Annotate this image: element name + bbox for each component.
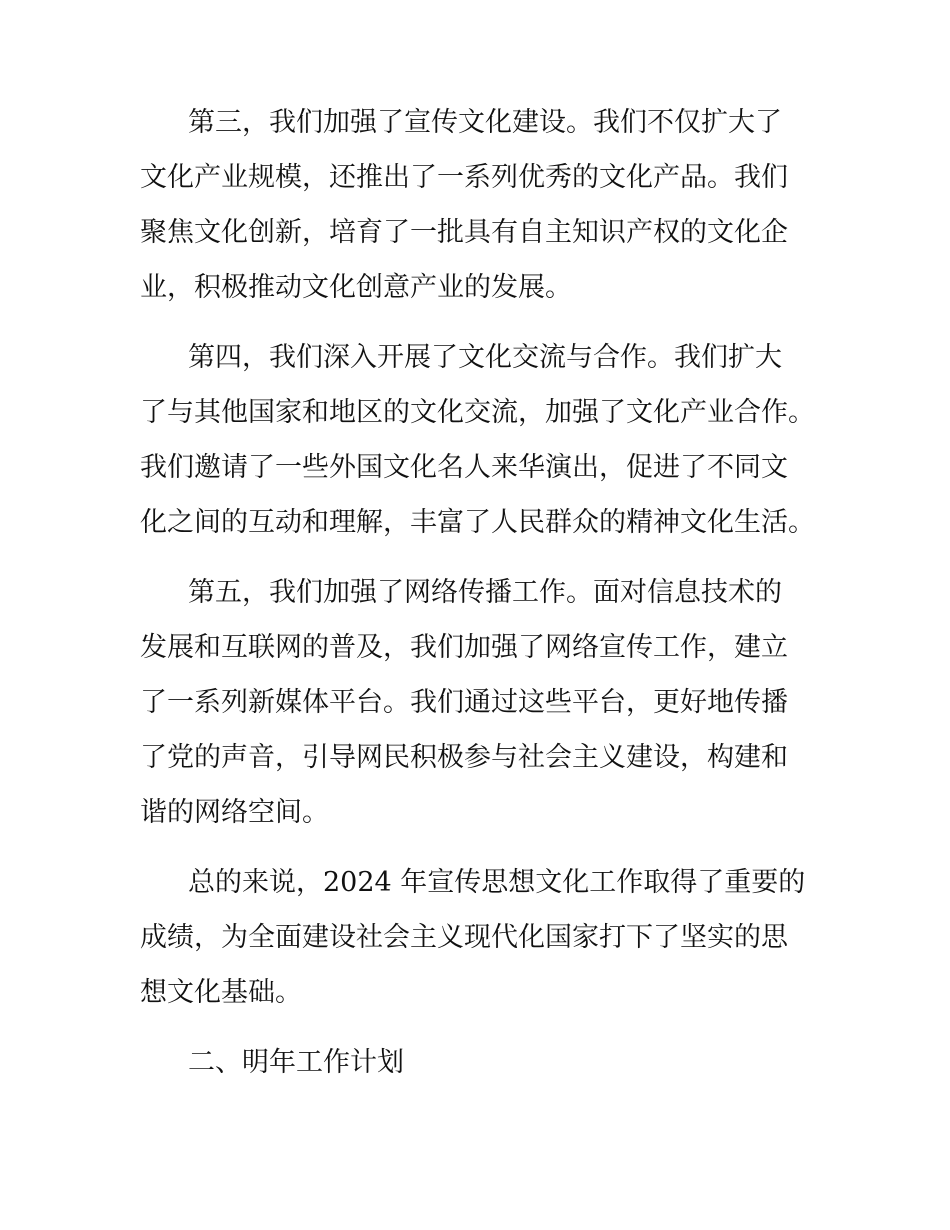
text-line: 了与其他国家和地区的文化交流，加强了文化产业合作。: [140, 397, 815, 428]
text-line: 第三，我们加强了宣传文化建设。我们不仅扩大了: [188, 107, 782, 138]
text-line: 聚焦文化创新，培育了一批具有自主知识产权的文化企: [140, 217, 788, 248]
text-line: 文化产业规模，还推出了一系列优秀的文化产品。我们: [140, 162, 788, 193]
document-body: [140, 95, 830, 1105]
text-line: 成绩，为全面建设社会主义现代化国家打下了坚实的思: [140, 922, 788, 953]
section-heading-text: 二、明年工作计划: [188, 1047, 404, 1078]
text-line: 谐的网络空间。: [140, 797, 329, 828]
text-line: 我们邀请了一些外国文化名人来华演出，促进了不同文: [140, 452, 788, 483]
text-line: 业，积极推动文化创意产业的发展。: [140, 272, 572, 303]
text-line: 了一系列新媒体平台。我们通过这些平台，更好地传播: [140, 687, 788, 718]
text-line: 了党的声音，引导网民积极参与社会主义建设，构建和: [140, 742, 788, 773]
paragraph-culture-construction: [140, 95, 830, 315]
text-line: 第四，我们深入开展了文化交流与合作。我们扩大: [188, 342, 782, 373]
text-line: 第五，我们加强了网络传播工作。面对信息技术的: [188, 577, 782, 608]
section-heading: [140, 1035, 830, 1090]
paragraph-cultural-exchange: [140, 330, 830, 550]
paragraph-network-communication: [140, 565, 830, 840]
text-line: 想文化基础。: [140, 977, 302, 1008]
text-line: 发展和互联网的普及，我们加强了网络宣传工作，建立: [140, 632, 788, 663]
paragraph-summary: [140, 855, 830, 1020]
text-line: 化之间的互动和理解，丰富了人民群众的精神文化生活。: [140, 507, 815, 538]
text-line: 总的来说，2024 年宣传思想文化工作取得了重要的: [188, 867, 806, 898]
